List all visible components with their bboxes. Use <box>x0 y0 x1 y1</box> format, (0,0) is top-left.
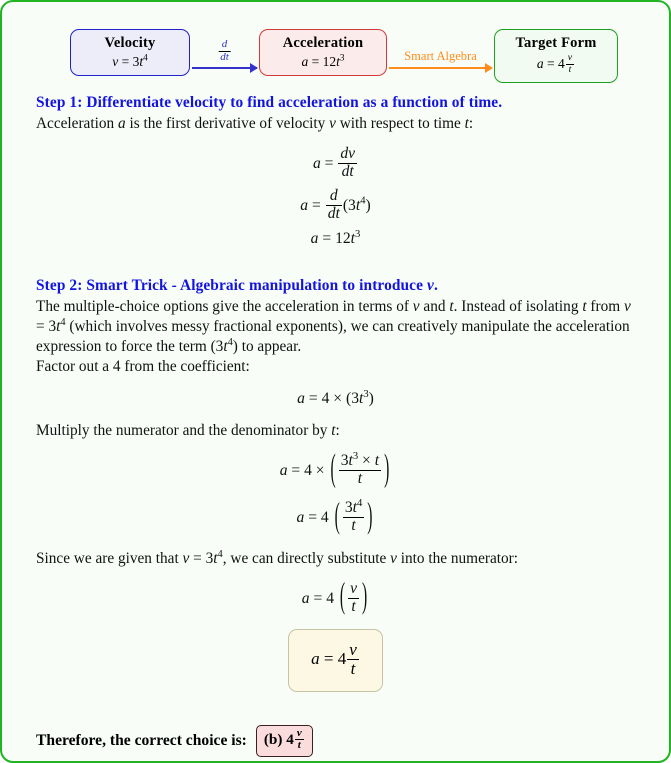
arrow-smart-algebra-head <box>485 63 493 73</box>
arrow-differentiate-shaft <box>192 67 257 69</box>
right-paren: ) <box>384 448 390 490</box>
flow-box-target-form <box>494 29 618 83</box>
left-paren: ( <box>334 497 340 537</box>
arrow-smart-algebra-label: Smart Algebra <box>404 49 477 63</box>
arrow-differentiate <box>192 37 257 69</box>
step-2-substitute-line: Since we are given that $v = 3t^4$, we can directly substitute v into the numerator: <box>36 548 518 567</box>
spacer <box>36 248 635 268</box>
spacer <box>36 692 635 712</box>
equation-a-4-frac-3t4t: a = 4 ( $\frac{3t^4}{t}$ ) <box>36 501 635 536</box>
flow-box-target-form-title: Target Form <box>515 35 597 51</box>
step-1-heading: Step 1: Differentiate velocity to find acceleration as a function of time. <box>36 94 503 111</box>
conclusion-text: Therefore, the correct choice is: <box>36 731 247 749</box>
step-2-heading: Step 2: Smart Trick - Algebraic manipulation to introduce v. <box>36 277 438 295</box>
equation-a-4-frac-3t3t: a = 4 × ( $\frac{3t^3 \times t}{t}$ ) <box>36 454 635 489</box>
flow-box-acceleration <box>259 29 387 76</box>
spacer <box>36 134 635 147</box>
arrow-differentiate-head <box>250 63 258 73</box>
spacer <box>36 408 635 421</box>
flow-box-velocity-title: Velocity <box>104 35 156 51</box>
flow-box-velocity-math: $v = 3t^4$ <box>112 52 148 69</box>
arrow-smart-algebra-shaft <box>389 67 492 69</box>
step-2-factor-line: Factor out a 4 from the coefficient: <box>36 357 250 375</box>
spacer <box>36 712 635 725</box>
flow-diagram <box>36 19 635 85</box>
arrow-smart-algebra <box>389 49 492 69</box>
spacer <box>36 616 635 629</box>
flow-box-target-form-math: a = 4 $\frac{v}{t}$ <box>536 52 573 75</box>
spacer <box>36 377 635 390</box>
right-paren: ) <box>362 577 368 617</box>
flow-box-velocity <box>70 29 190 76</box>
arrow-differentiate-label: $\frac{d}{dt}$ <box>220 37 229 63</box>
result-wrapper <box>36 629 635 692</box>
flow-box-acceleration-title: Acceleration <box>282 35 364 51</box>
conclusion-line <box>36 725 635 757</box>
equation-a-12t3: $a = 12t^3$ <box>310 229 361 248</box>
left-paren: ( <box>339 577 346 617</box>
spacer <box>36 569 635 582</box>
equation-dv-dt: a = $\frac{dv}{dt}$ <box>312 145 356 180</box>
step-2-paragraph: The multiple-choice options give the acceleration in terms of v and t. Instead of isolating t from $v = 3t^4$ (which involves messy fractional exponents), we can creatively manipulate the acceleration expression to force the term $(3t^4)$ to appear. <box>36 298 631 355</box>
left-paren: ( <box>330 448 336 490</box>
step-2-multiply-line: Multiply the numerator and the denominator by t: <box>36 421 340 439</box>
highlighted-result-box: a = 4 $\frac{v}{t}$ <box>288 629 383 692</box>
flow-box-acceleration-math: $a = 12t^3$ <box>301 52 345 69</box>
answer-choice-box: (b) 4 $\frac{v}{t}$ <box>256 725 313 757</box>
equation-d-dt-3t4: a = $\frac{d}{dt}$ $(3t^4)$ <box>300 186 371 222</box>
right-paren: ) <box>367 497 373 537</box>
step-1-intro: Acceleration a is the first derivative of velocity v with respect to time t: <box>36 115 474 132</box>
equation-a-4-times-3t3: $a = 4 \times (3t^3)$ <box>297 388 374 407</box>
equation-a-4-frac-v-t: a = 4 ( $\frac{v}{t}$ ) <box>36 582 635 617</box>
